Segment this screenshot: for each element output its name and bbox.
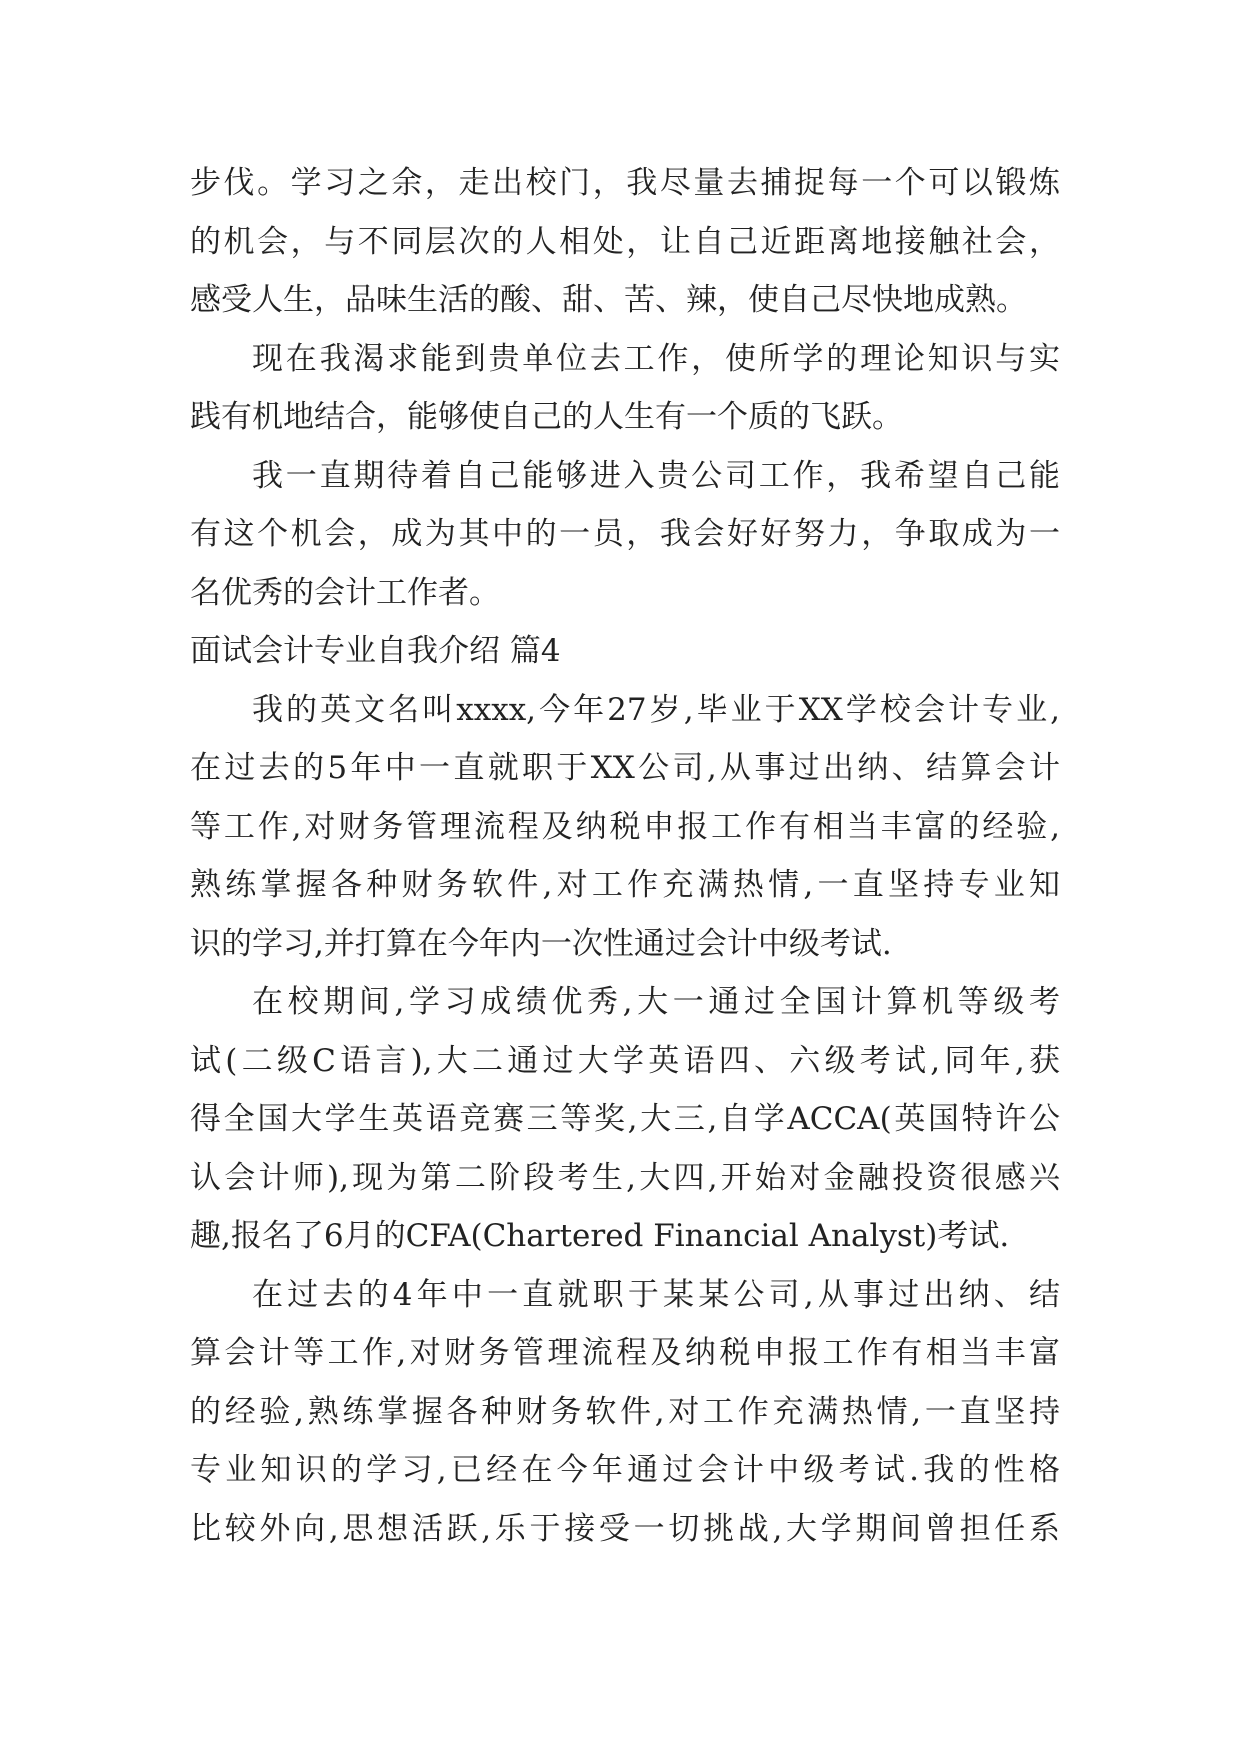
text-line: 名优秀的会计工作者。 (190, 574, 500, 611)
text-line: 现在我渴求能到贵单位去工作，使所学的理论知识与实 (252, 340, 1060, 377)
text-line: 熟练掌握各种财务软件,对工作充满热情,一直坚持专业知 (190, 867, 1060, 903)
text-line: 有这个机会，成为其中的一员，我会好好努力，争取成为一 (190, 516, 1060, 552)
text-line: 试(二级C语言),大二通过大学英语四、六级考试,同年,获 (190, 1042, 1060, 1079)
text-line: 专业知识的学习,已经在今年通过会计中级考试.我的性格 (190, 1452, 1060, 1488)
text-line: 在过去的5年中一直就职于XX公司,从事过出纳、结算会计 (190, 750, 1060, 786)
text-line: 等工作,对财务管理流程及纳税申报工作有相当丰富的经验, (190, 808, 1060, 845)
text-line: 识的学习,并打算在今年内一次性通过会计中级考试. (190, 925, 892, 962)
text-line: 的机会，与不同层次的人相处，让自己近距离地接触社会， (190, 223, 1060, 260)
text-line: 在校期间,学习成绩优秀,大一通过全国计算机等级考 (252, 984, 1060, 1020)
text-line: 的经验,熟练掌握各种财务软件,对工作充满热情,一直坚持 (190, 1393, 1060, 1430)
text-line: 步伐。学习之余，走出校门，我尽量去捕捉每一个可以锻炼 (190, 165, 1060, 201)
text-line: 算会计等工作,对财务管理流程及纳税申报工作有相当丰富 (190, 1335, 1060, 1371)
text-line: 比较外向,思想活跃,乐于接受一切挑战,大学期间曾担任系 (190, 1510, 1060, 1547)
text-line: 在过去的4年中一直就职于某某公司,从事过出纳、结 (252, 1276, 1060, 1313)
text-line: 感受人生，品味生活的酸、甜、苦、辣，使自己尽快地成熟。 (190, 282, 1027, 318)
document-body (190, 154, 1060, 1558)
text-line: 践有机地结合，能够使自己的人生有一个质的飞跃。 (190, 399, 903, 435)
text-line: 趣,报名了6月的CFA(Chartered Financial Analyst)考试. (190, 1218, 1010, 1254)
text-line: 我一直期待着自己能够进入贵公司工作，我希望自己能 (252, 457, 1060, 494)
section-heading: 面试会计专业自我介绍 篇4 (190, 633, 561, 669)
text-line: 得全国大学生英语竞赛三等奖,大三,自学ACCA(英国特许公 (190, 1101, 1060, 1137)
text-line: 认会计师),现为第二阶段考生,大四,开始对金融投资很感兴 (190, 1159, 1060, 1196)
text-line: 我的英文名叫xxxx,今年27岁,毕业于XX学校会计专业, (252, 691, 1060, 728)
